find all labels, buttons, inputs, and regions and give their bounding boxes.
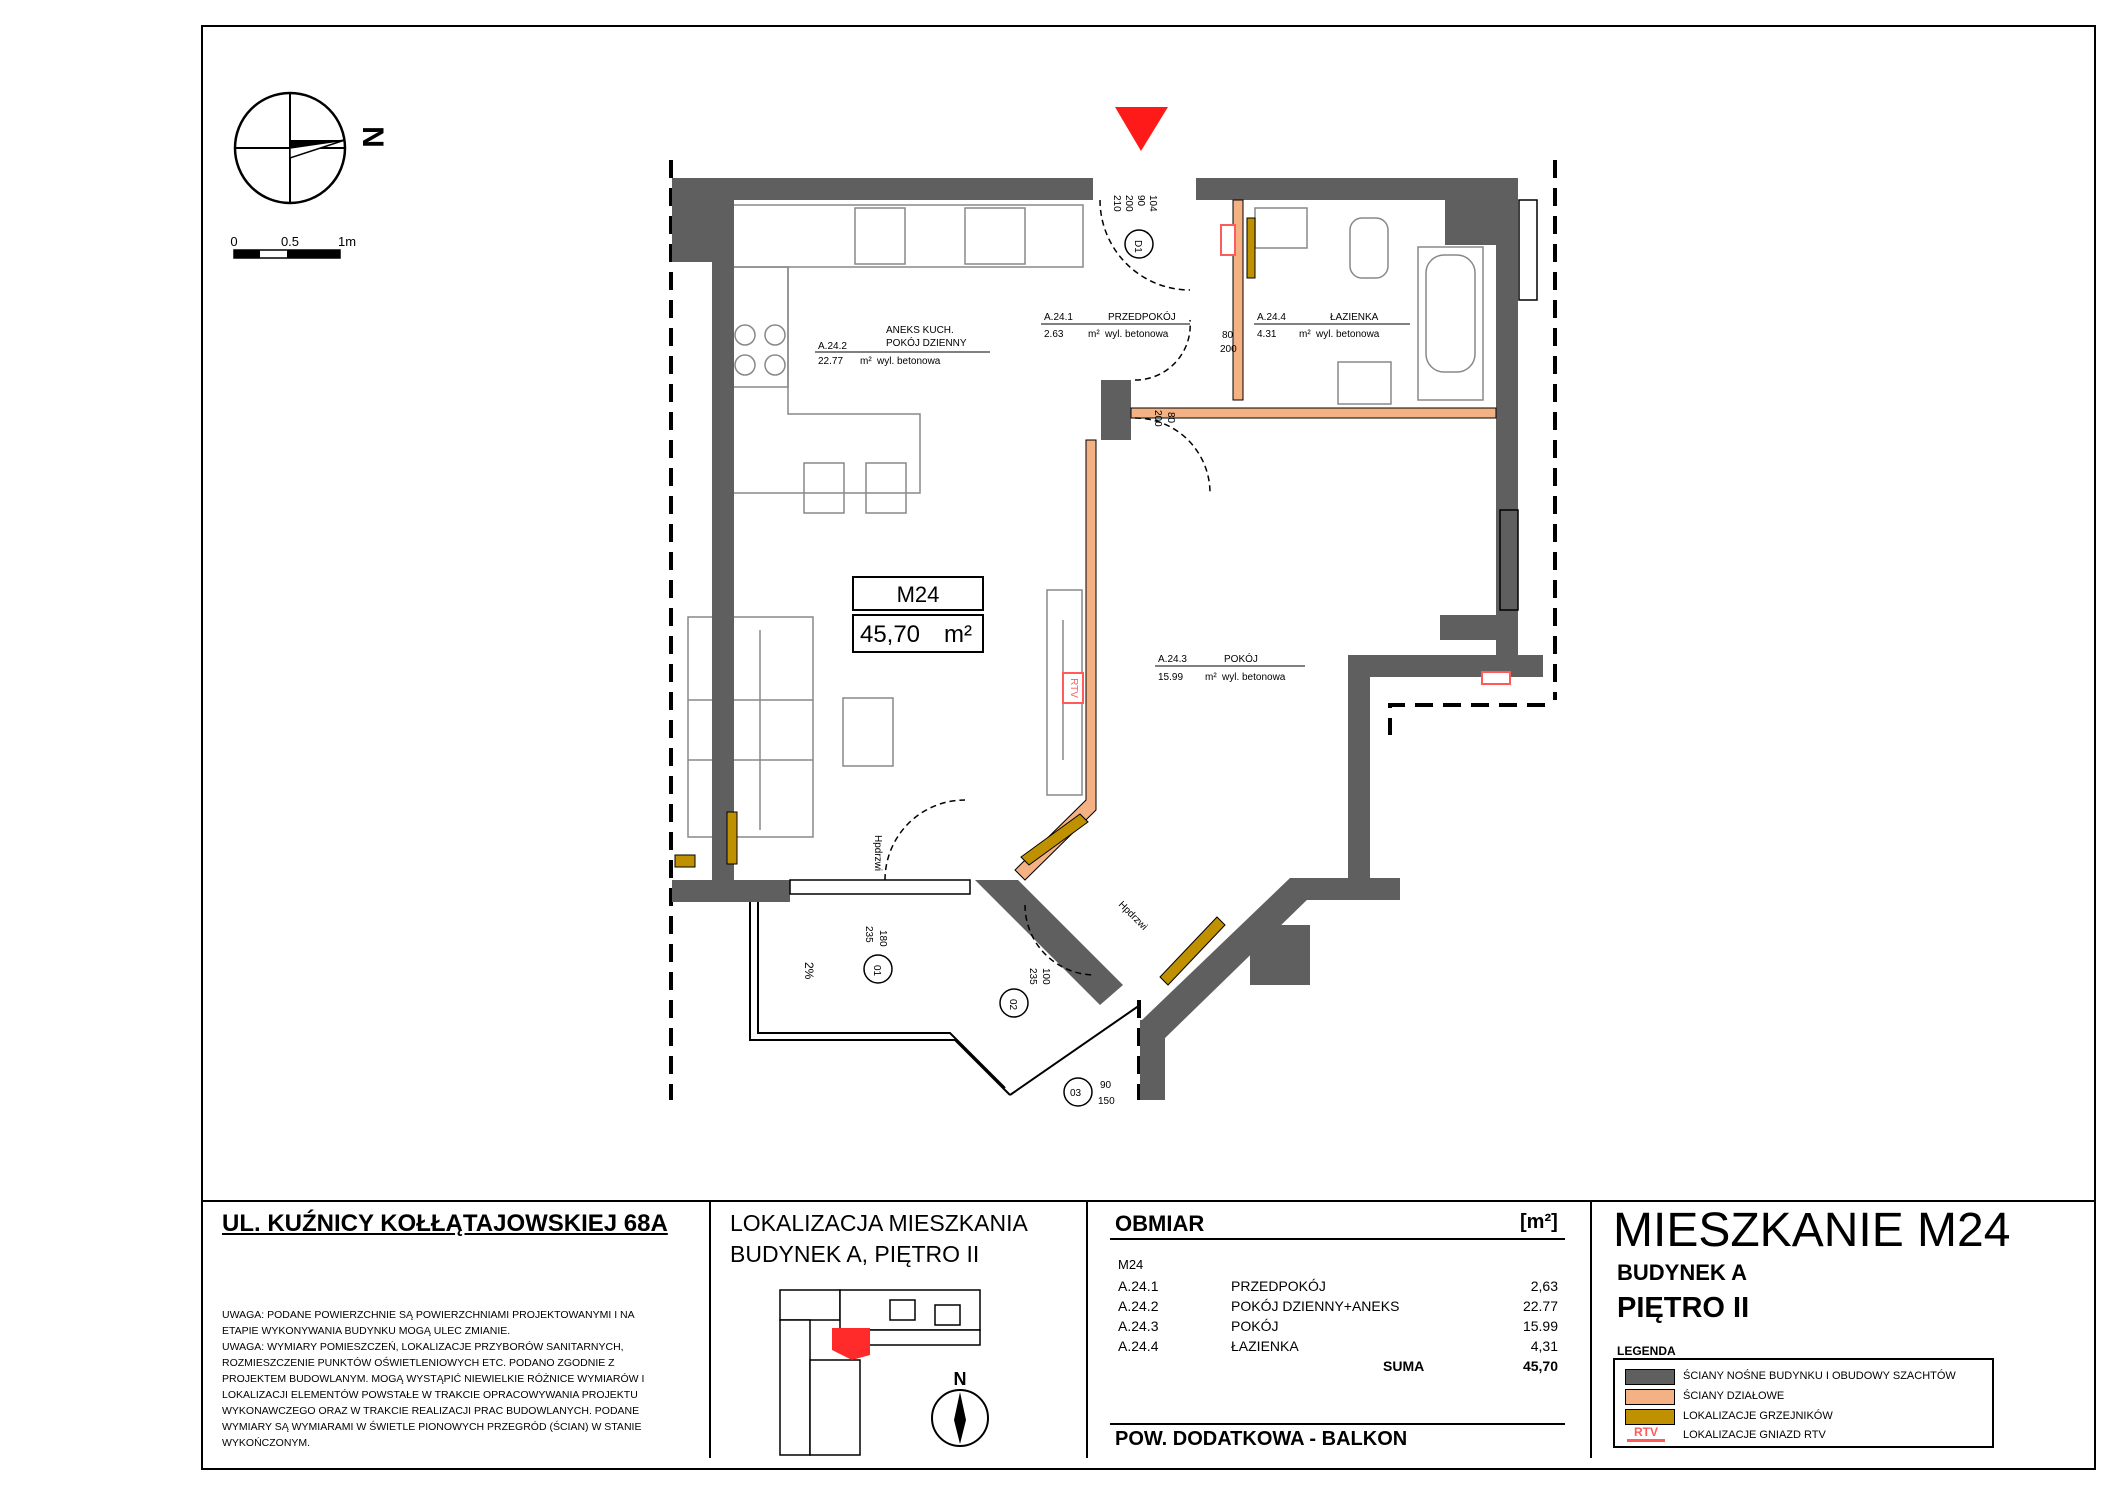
room-floor: wyl. betonowa: [1222, 672, 1286, 683]
obmiar-table: [1118, 1276, 1558, 1376]
note-line: WYKOŃCZONYM.: [222, 1437, 311, 1449]
legend-label: ŚCIANY NOŚNE BUDYNKU I OBUDOWY SZACHTÓW: [1683, 1370, 1956, 1382]
dim-235b: 235: [1027, 968, 1038, 985]
dim-180: 180: [877, 930, 888, 947]
room-name-2: POKÓJ DZIENNY: [886, 338, 967, 349]
footer-divider: [201, 1200, 2096, 1202]
dim-104: 104: [1147, 195, 1158, 212]
dim-235a: 235: [863, 926, 874, 943]
kitchen-counter: [733, 205, 1083, 493]
row-area: 2,63: [1530, 1278, 1558, 1294]
room-label-a242: [815, 325, 990, 367]
address: UL. KUŹNICY KOŁŁĄTAJOWSKIEJ 68A: [222, 1210, 668, 1237]
room-area: 4.31: [1257, 329, 1277, 340]
dim-200c: 200: [1152, 410, 1163, 427]
room-name-1: ŁAZIENKA: [1330, 312, 1379, 323]
note-line: PROJEKTEM BUDOWLANYM. MOGĄ WYSTĄPIĆ NIEWIELKIE RÓŻNICE WYMIARÓW I: [222, 1373, 645, 1385]
floor-label: PIĘTRO II: [1617, 1292, 1750, 1324]
unit-area: 45,70: [859, 621, 921, 648]
compass-letter: N: [356, 126, 389, 148]
door-tag-02: 02: [1007, 999, 1018, 1011]
dim-200: 200: [1123, 195, 1134, 212]
row-id: A.24.2: [1118, 1298, 1159, 1314]
dim-80a: 80: [1222, 330, 1234, 341]
obmiar-group: M24: [1118, 1257, 1144, 1272]
dashed-boundary: [671, 160, 1555, 1100]
note-line: ROZMIESZCZENIE PUNKTÓW OŚWIETLENIOWYCH ETC. PODANO ZGODNIE Z: [222, 1357, 615, 1369]
balcony-outline: [750, 902, 1140, 1095]
obmiar-extra: POW. DODATKOWA - BALKON: [1115, 1428, 1408, 1450]
door-tag-01: 01: [871, 965, 882, 977]
room-floor: wyl. betonowa: [1316, 329, 1380, 340]
room-id: A.24.1: [1044, 312, 1073, 323]
room-unit: m²: [860, 356, 872, 367]
row-name: ŁAZIENKA: [1231, 1338, 1299, 1354]
scale-label-1m: 1m: [337, 234, 357, 249]
note-line: ETAPIE WYKONYWANIA BUDYNKU MOGĄ ULEC ZMIANIE.: [222, 1325, 511, 1337]
location-title-2: BUDYNEK A, PIĘTRO II: [730, 1241, 980, 1267]
footer-col-divider-1: [709, 1200, 711, 1458]
footer-col-divider-3: [1590, 1200, 1592, 1458]
table-row: [1118, 1296, 1558, 1316]
partition-walls: [1015, 200, 1496, 880]
unit-area-unit: m²: [944, 621, 972, 648]
room-area: 22.77: [818, 356, 844, 367]
table-row: [1118, 1336, 1558, 1356]
room-label-a243: [1155, 652, 1305, 683]
bar-stools: [804, 463, 906, 513]
obmiar-title: OBMIAR: [1115, 1211, 1205, 1236]
location-keyplan: [760, 1270, 1100, 1460]
dim-100: 100: [1040, 968, 1051, 985]
table-row: [1118, 1316, 1558, 1336]
room-name-1: ANEKS KUCH.: [886, 325, 954, 336]
slope-label: 2%: [802, 962, 816, 980]
legend-label: LOKALIZACJE GRZEJNIKÓW: [1683, 1410, 1833, 1422]
note-line: WYKONAWCZEGO ORAZ W TRAKCIE REALIZACJI PRAC BUDOWLANYCH. PODANE: [222, 1405, 640, 1417]
room-id: A.24.2: [818, 341, 847, 352]
row-id: A.24.1: [1118, 1278, 1159, 1294]
door-tag-d1: D1: [1132, 240, 1143, 253]
legend-label: LOKALIZACJE GNIAZD RTV: [1683, 1429, 1826, 1441]
row-name: PRZEDPOKÓJ: [1231, 1278, 1326, 1294]
dim-90a: 90: [1135, 195, 1146, 207]
location-title-1: LOKALIZACJA MIESZKANIA: [730, 1210, 1028, 1236]
row-area: 15.99: [1522, 1318, 1558, 1334]
legend-rtv-marker: RTV: [1627, 1426, 1665, 1442]
door-tag-03: 03: [1070, 1088, 1082, 1099]
page-title: MIESZKANIE M24: [1613, 1204, 2011, 1257]
note-line: WYMIARY SĄ WYMIARAMI W ŚWIETLE PIONOWYCH PRZEGRÓD (ŚCIAN) W STANIE: [222, 1421, 642, 1433]
dim-200b: 200: [1220, 344, 1237, 355]
location-compass-icon: [932, 1390, 988, 1446]
legend-title: LEGENDA: [1617, 1344, 1676, 1358]
note-line: UWAGA: PODANE POWIERZCHNIE SĄ POWIERZCHNIAMI PROJEKTOWANYMI I NA: [222, 1309, 635, 1321]
dim-150: 150: [1098, 1096, 1115, 1107]
room-id: A.24.4: [1257, 312, 1286, 323]
row-id: A.24.4: [1118, 1338, 1159, 1354]
entry-marker-icon: [1115, 107, 1168, 151]
hpdrzwi-label-2: Hpdrzwi: [1115, 899, 1150, 933]
location-highlight: [832, 1328, 870, 1360]
room-label-a244: [1254, 312, 1410, 340]
row-area: 4,31: [1530, 1338, 1558, 1354]
rtv-label: RTV: [1068, 678, 1079, 698]
row-area: 22.77: [1522, 1298, 1558, 1314]
legend-swatch: [1625, 1409, 1675, 1425]
location-compass-letter: N: [953, 1369, 967, 1389]
room-floor: wyl. betonowa: [1105, 329, 1169, 340]
scale-label-0: 0: [230, 234, 238, 249]
compass-rose-icon: [235, 93, 345, 203]
obmiar-rule-bottom: [1110, 1423, 1565, 1425]
obmiar-rule: [1110, 1238, 1565, 1240]
legend-box: [1613, 1358, 1994, 1448]
dim-90b: 90: [1100, 1080, 1112, 1091]
row-name: POKÓJ DZIENNY+ANEKS: [1231, 1298, 1400, 1314]
dim-210: 210: [1111, 195, 1122, 212]
legend-swatch: [1625, 1389, 1675, 1405]
building-label: BUDYNEK A: [1617, 1260, 1747, 1285]
row-name: POKÓJ: [1231, 1318, 1279, 1334]
room-label-a241: [1041, 310, 1190, 340]
dim-80b: 80: [1165, 412, 1176, 424]
table-row: [1118, 1276, 1558, 1296]
sum-value: 45,70: [1522, 1358, 1558, 1374]
obmiar-unit-header: [m²]: [1520, 1211, 1558, 1233]
room-floor: wyl. betonowa: [877, 356, 941, 367]
unit-code: M24: [896, 582, 940, 607]
sum-row: [1118, 1356, 1558, 1376]
row-id: A.24.3: [1118, 1318, 1159, 1334]
room-unit: m²: [1299, 329, 1311, 340]
room-area: 15.99: [1158, 672, 1184, 683]
room-unit: m²: [1088, 329, 1100, 340]
room-unit: m²: [1205, 672, 1217, 683]
scale-bar: [230, 234, 356, 258]
hpdrzwi-label-1: Hpdrzwi: [872, 835, 883, 872]
legend-swatch: [1625, 1369, 1675, 1385]
legend-label: ŚCIANY DZIAŁOWE: [1683, 1390, 1785, 1402]
windows: [790, 200, 1537, 894]
room-name-1: POKÓJ: [1224, 654, 1258, 665]
sum-label: SUMA: [1383, 1358, 1425, 1374]
notes-block: [222, 1307, 692, 1451]
room-name-1: PRZEDPOKÓJ: [1108, 312, 1176, 323]
note-line: UWAGA: WYMIARY POMIESZCZEŃ, LOKALIZACJE PRZYBORÓW SANITARNYCH,: [222, 1341, 624, 1353]
scale-label-05: 0.5: [280, 234, 300, 249]
note-line: LOKALIZACJI ELEMENTÓW POWSTAŁE W TRAKCIE OPRACOWYWANIA PROJEKTU: [222, 1389, 638, 1401]
room-area: 2.63: [1044, 329, 1064, 340]
room-id: A.24.3: [1158, 654, 1187, 665]
